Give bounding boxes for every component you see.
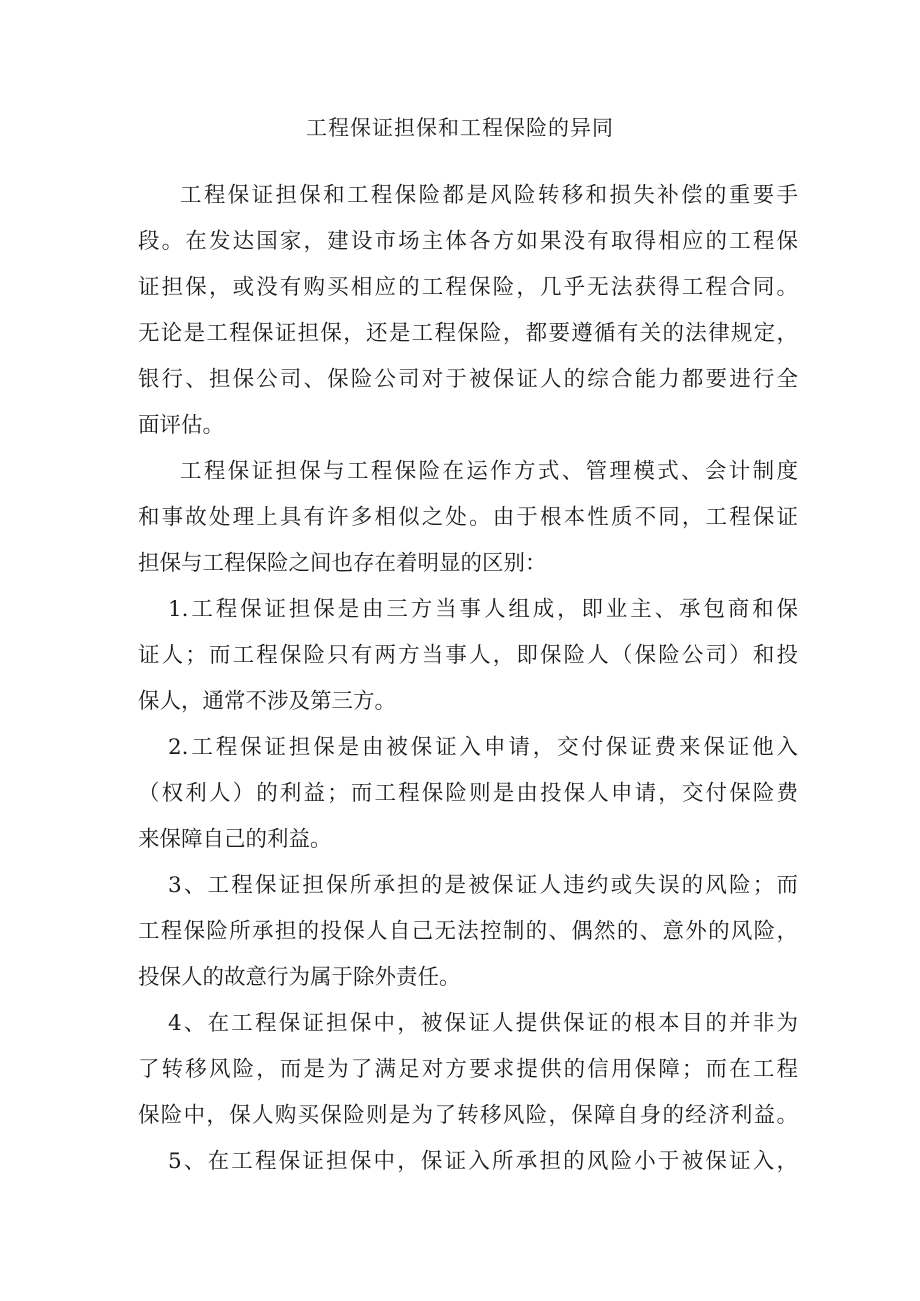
paragraph-1-line-4: 无论是工程保证担保，还是工程保险，都要遵循有关的法律规定， — [138, 321, 798, 346]
paragraph-1-line-6: 面评估。 — [138, 413, 225, 438]
item-1-line-1: 1.工程保证担保是由三方当事人组成，即业主、承包商和保 — [168, 597, 798, 622]
item-4-line-3: 保险中，保人购买保险则是为了转移风险，保障自身的经济利益。 — [138, 1103, 798, 1128]
item-2-line-3: 来保障自己的利益。 — [138, 827, 332, 852]
item-3-line-3: 投保人的故意行为属于除外责任。 — [138, 965, 461, 990]
paragraph-1-line-3: 证担保，或没有购买相应的工程保险，几乎无法获得工程合同。 — [138, 275, 798, 300]
item-3-line-1: 3、工程保证担保所承担的是被保证人违约或失误的风险；而 — [168, 873, 798, 898]
paragraph-2-line-2: 和事故处理上具有许多相似之处。由于根本性质不同，工程保证 — [138, 505, 798, 530]
paragraph-1-line-2: 段。在发达国家，建设市场主体各方如果没有取得相应的工程保 — [138, 229, 798, 254]
paragraph-1-line-5: 银行、担保公司、保险公司对于被保证人的综合能力都要进行全 — [138, 367, 798, 392]
item-1-line-3: 保人，通常不涉及第三方。 — [138, 689, 397, 714]
document-title: 工程保证担保和工程保险的异同 — [306, 116, 614, 140]
item-5-line-1: 5、在工程保证担保中，保证入所承担的风险小于被保证入， — [168, 1149, 798, 1174]
paragraph-2-line-1: 工程保证担保与工程保险在运作方式、管理模式、会计制度 — [180, 459, 798, 484]
paragraph-1-line-1: 工程保证担保和工程保险都是风险转移和损失补偿的重要手 — [180, 183, 798, 208]
item-4-line-1: 4、在工程保证担保中，被保证人提供保证的根本目的并非为 — [168, 1011, 798, 1036]
item-2-line-2: （权利人）的利益；而工程保险则是由投保人申请，交付保险费 — [138, 781, 798, 806]
item-3-line-2: 工程保险所承担的投保人自己无法控制的、偶然的、意外的风险， — [138, 919, 798, 944]
paragraph-2-line-3: 担保与工程保险之间也存在着明显的区别： — [138, 551, 547, 576]
item-2-line-1: 2.工程保证担保是由被保证入申请，交付保证费来保证他入 — [168, 735, 798, 760]
item-4-line-2: 了转移风险，而是为了满足对方要求提供的信用保障；而在工程 — [138, 1057, 798, 1082]
item-1-line-2: 证人；而工程保险只有两方当事人，即保险人（保险公司）和投 — [138, 643, 798, 668]
